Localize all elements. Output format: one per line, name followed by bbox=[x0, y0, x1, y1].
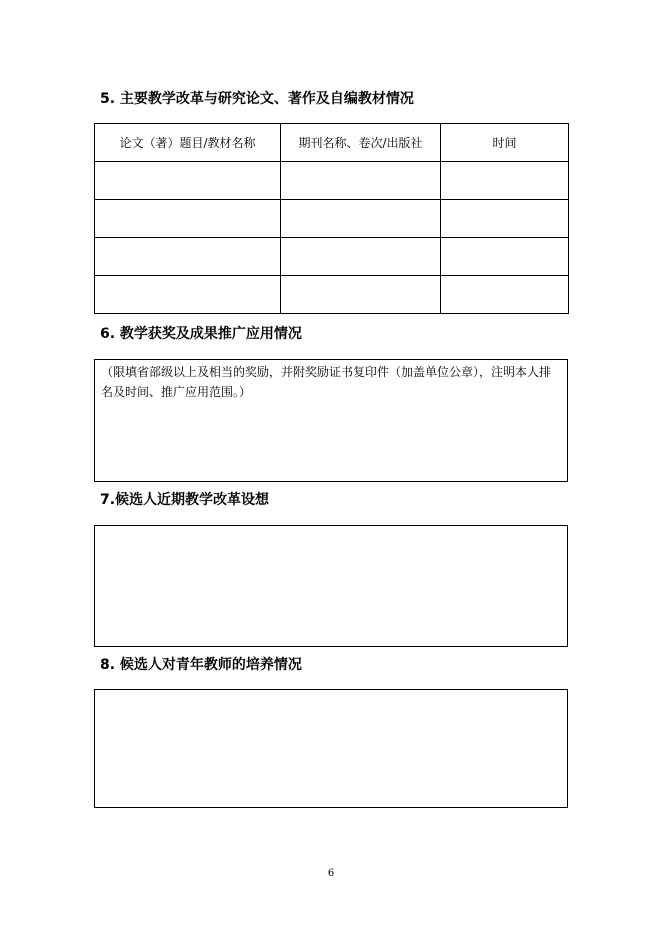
table-cell-journal[interactable] bbox=[281, 238, 441, 276]
table-cell-title[interactable] bbox=[95, 238, 281, 276]
table-cell-time[interactable] bbox=[441, 200, 569, 238]
table-cell-time[interactable] bbox=[441, 238, 569, 276]
table-cell-time[interactable] bbox=[441, 276, 569, 314]
section-7-title: 7.候选人近期教学改革设想 bbox=[100, 492, 270, 508]
table-cell-journal[interactable] bbox=[281, 276, 441, 314]
table-cell-time[interactable] bbox=[441, 162, 569, 200]
page-number: 6 bbox=[327, 868, 335, 879]
teacher-training-box[interactable] bbox=[94, 689, 568, 808]
section-6-title: 6. 教学获奖及成果推广应用情况 bbox=[100, 326, 302, 342]
column-header-time: 时间 bbox=[441, 124, 569, 162]
section-5-title: 5. 主要教学改革与研究论文、著作及自编教材情况 bbox=[100, 91, 414, 107]
table-header-row bbox=[95, 124, 569, 162]
table-cell-title[interactable] bbox=[95, 162, 281, 200]
table-row bbox=[95, 276, 569, 314]
papers-table bbox=[94, 123, 569, 314]
table-row bbox=[95, 200, 569, 238]
section-8-title: 8. 候选人对青年教师的培养情况 bbox=[100, 657, 302, 673]
awards-box[interactable] bbox=[94, 359, 568, 482]
table-cell-title[interactable] bbox=[95, 200, 281, 238]
table-cell-title[interactable] bbox=[95, 276, 281, 314]
reform-plan-box[interactable] bbox=[94, 525, 568, 647]
column-header-title: 论文（著）题目/教材名称 bbox=[95, 124, 281, 162]
column-header-journal: 期刊名称、卷次/出版社 bbox=[281, 124, 441, 162]
table-cell-journal[interactable] bbox=[281, 200, 441, 238]
awards-instruction-note: （限填省部级以上及相当的奖励，并附奖励证书复印件（加盖单位公章），注明本人排名及时间、推广应用范围。） bbox=[101, 365, 552, 399]
table-row bbox=[95, 238, 569, 276]
table-cell-journal[interactable] bbox=[281, 162, 441, 200]
table-row bbox=[95, 162, 569, 200]
